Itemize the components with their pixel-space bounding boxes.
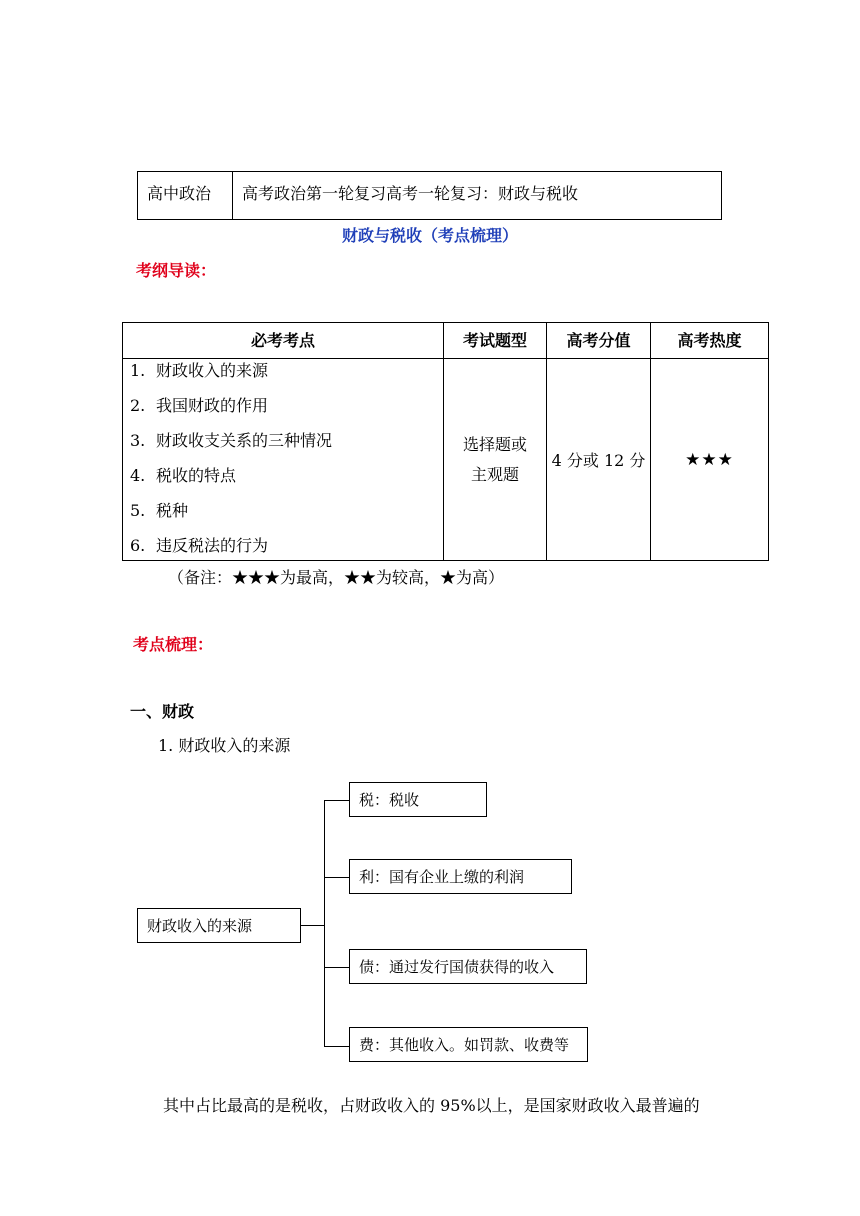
diagram-branch-debt: 债：通过发行国债获得的收入 <box>349 949 587 984</box>
list-item: 4. 税收的特点 <box>130 466 237 485</box>
heat-stars: ★★★ <box>685 449 734 470</box>
exam-points-table <box>122 322 769 561</box>
list-item: 2. 我国财政的作用 <box>130 396 269 415</box>
body-paragraph: 其中占比最高的是税收，占财政收入的 95%以上，是国家财政收入最普遍的 <box>163 1096 700 1115</box>
list-item: 5. 税种 <box>130 501 189 520</box>
table-note: （备注：★★★为最高，★★为较高，★为高） <box>168 568 505 587</box>
diagram-branch-tax: 税：税收 <box>349 782 487 817</box>
list-item: 3. 财政收支关系的三种情况 <box>130 431 333 450</box>
header-subject: 高中政治 <box>138 172 233 219</box>
list-item: 1. 财政收入的来源 <box>130 361 269 380</box>
header-title: 高考政治第一轮复习高考一轮复习：财政与税收 <box>242 184 579 203</box>
score-cell: 4 分或 12 分 <box>551 451 646 470</box>
document-title: 财政与税收（考点梳理） <box>341 226 518 245</box>
section-points-heading: 考点梳理： <box>133 635 214 654</box>
section-guide-heading: 考纲导读： <box>136 261 217 280</box>
table-header-points: 必考考点 <box>250 331 315 350</box>
list-item: 6. 违反税法的行为 <box>130 536 269 555</box>
diagram-branch-profit: 利：国有企业上缴的利润 <box>349 859 572 894</box>
diagram-root: 财政收入的来源 <box>137 908 301 943</box>
heading-finance: 一、财政 <box>130 702 195 721</box>
header-box <box>137 171 722 220</box>
subheading-revenue-sources: 1. 财政收入的来源 <box>158 736 291 755</box>
exam-type-cell: 选择题或 主观题 <box>462 434 527 484</box>
table-header-heat: 高考热度 <box>677 331 742 350</box>
points-list <box>130 359 440 569</box>
table-header-score: 高考分值 <box>566 331 631 350</box>
diagram-branch-fees: 费：其他收入。如罚款、收费等 <box>349 1027 588 1062</box>
table-header-type: 考试题型 <box>462 331 527 350</box>
